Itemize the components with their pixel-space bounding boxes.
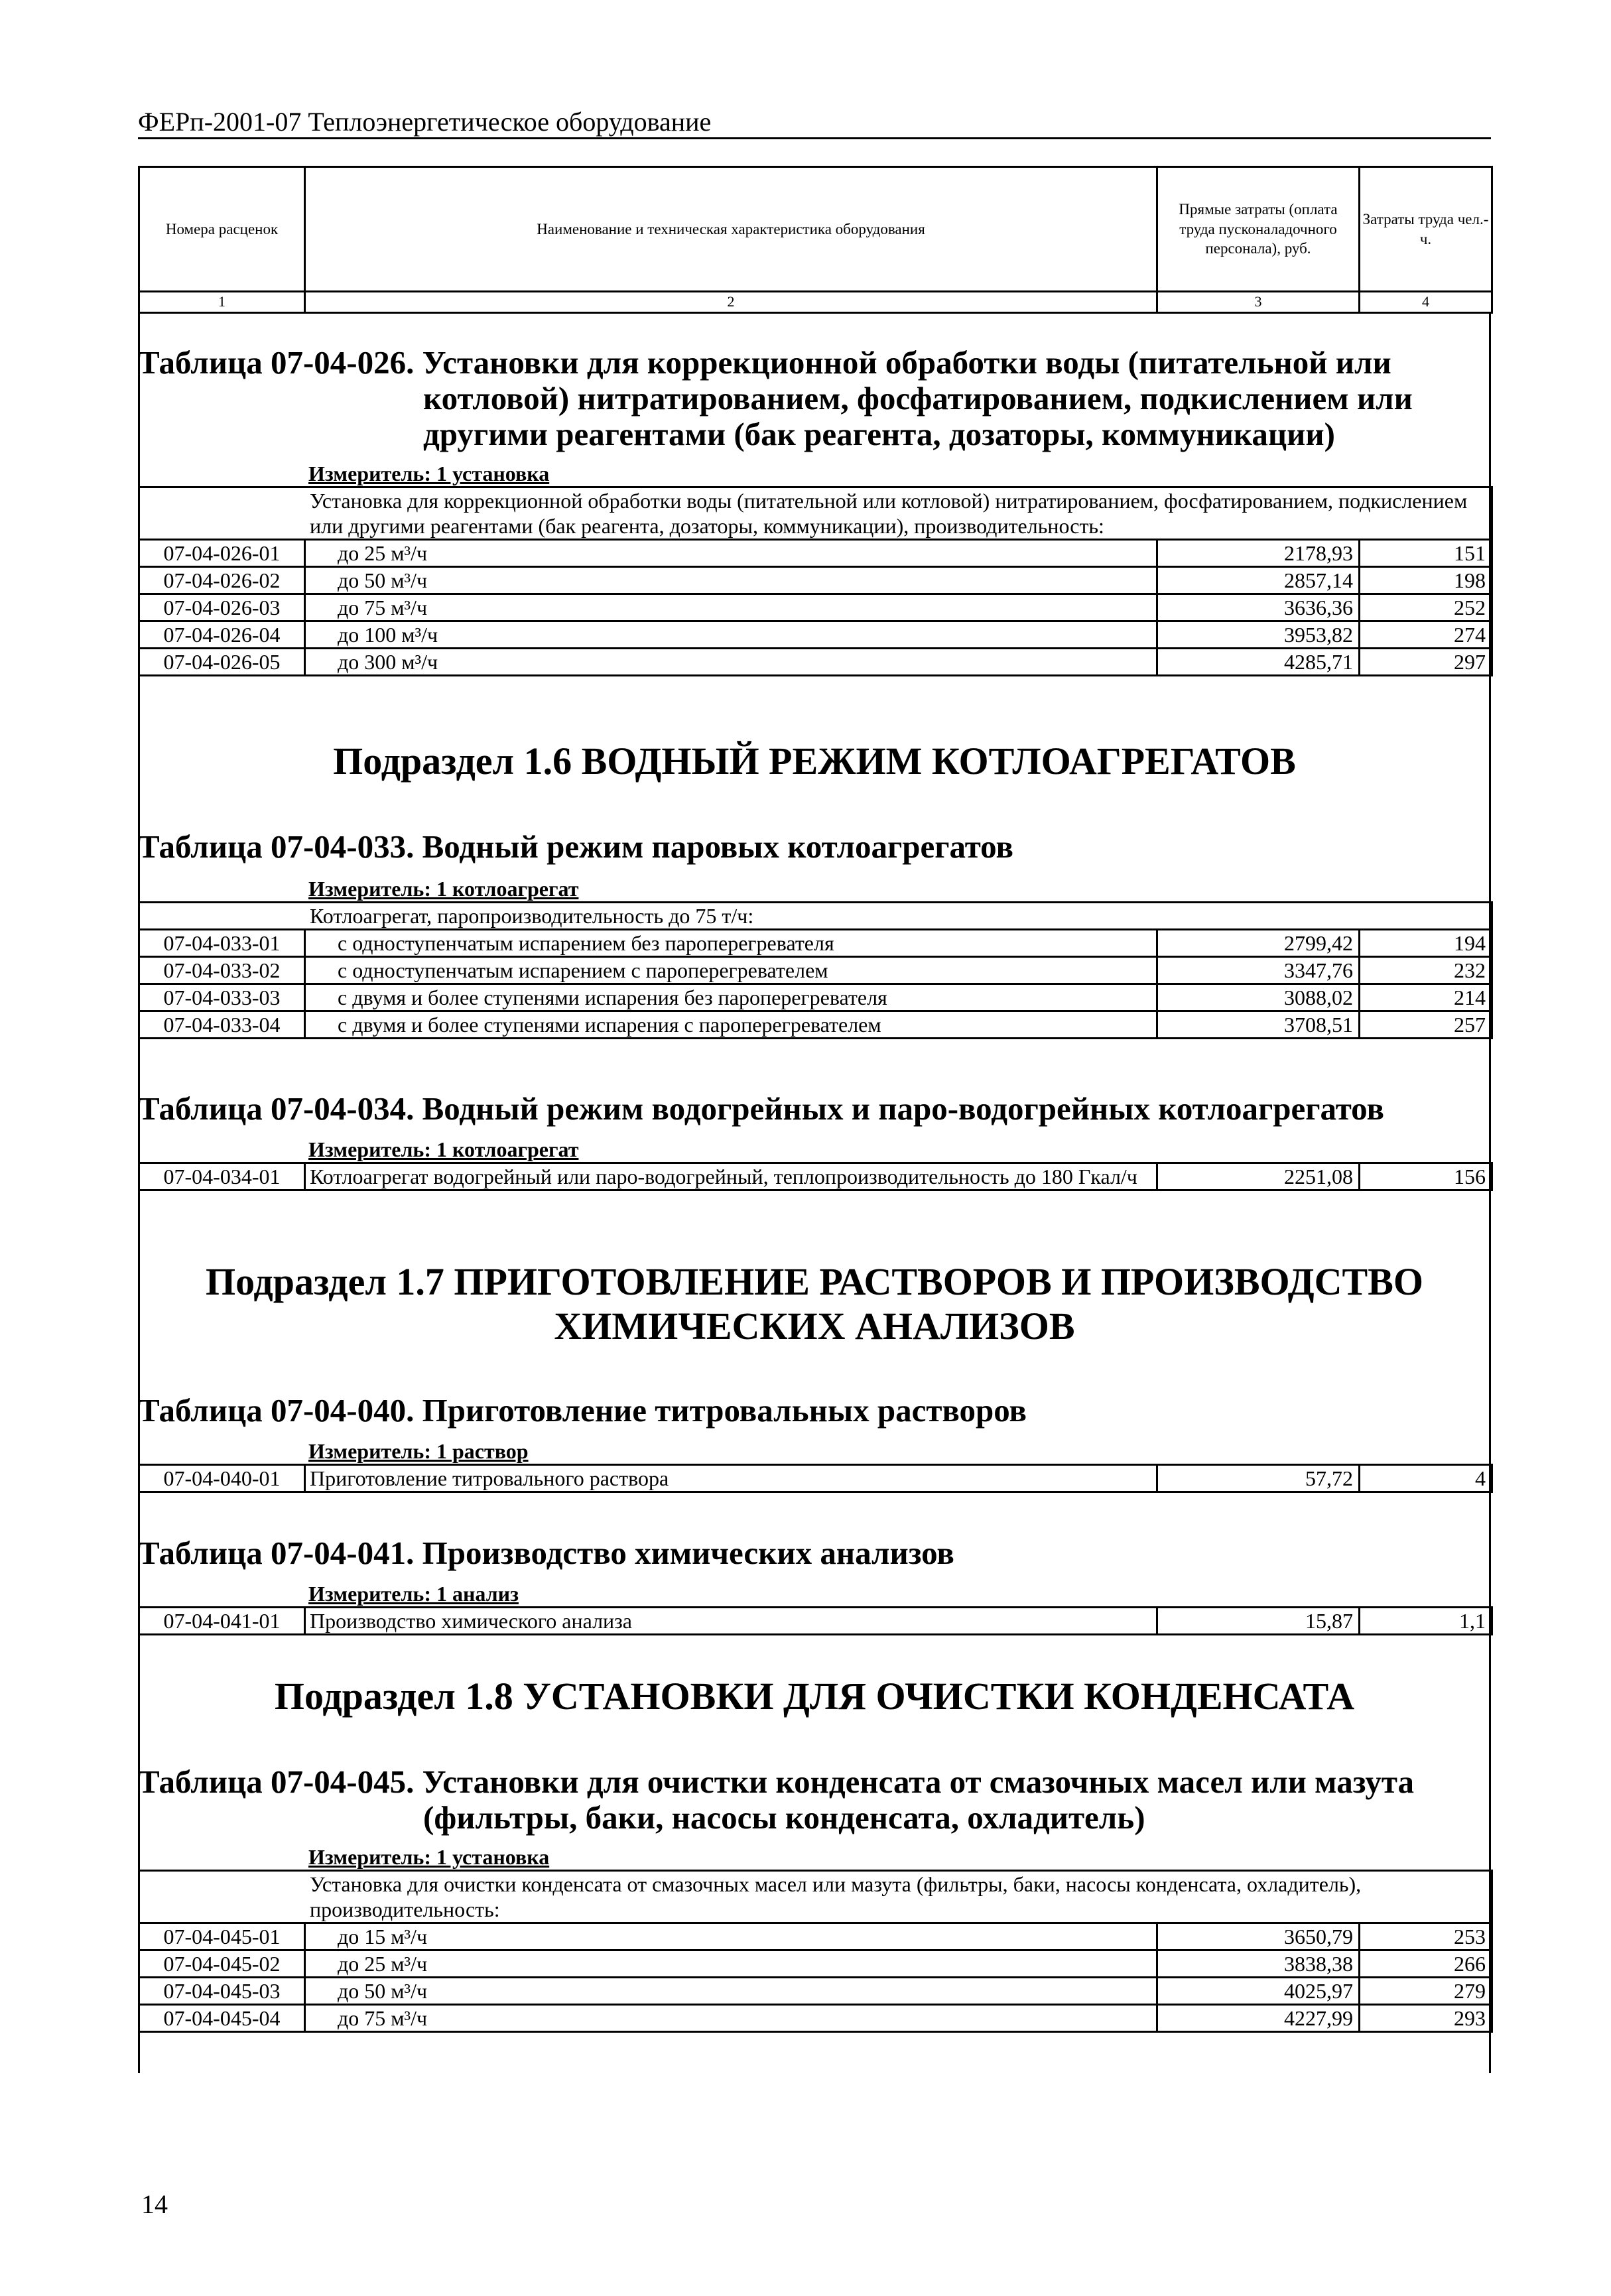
labor-cost: 297 — [1360, 648, 1492, 675]
labor-cost: 253 — [1360, 1923, 1492, 1950]
table-026-title: Таблица 07-04-026. Установки для коррекционной обработки воды (питательной или котловой) нитратированием, фосфатированием, подкислением или другими реагентами (бак реагента, дозаторы, коммуникации) — [138, 344, 1413, 452]
direct-cost: 15,87 — [1157, 1607, 1360, 1634]
labor-cost: 151 — [1360, 539, 1492, 566]
item-name: Котлоагрегат водогрейный или паро-водогрейный, теплопроизводительность до 180 Гкал/ч — [305, 1163, 1157, 1190]
table-row — [139, 1977, 1492, 2004]
rate-code: 07-04-045-04 — [139, 2004, 305, 2031]
labor-cost: 198 — [1360, 566, 1492, 594]
direct-cost: 3838,38 — [1157, 1950, 1360, 1977]
col-number-1: 1 — [139, 292, 305, 313]
table-row — [139, 1163, 1492, 1190]
direct-cost: 4227,99 — [1157, 2004, 1360, 2031]
item-name: до 100 м³/ч — [305, 621, 1157, 648]
direct-cost: 4025,97 — [1157, 1977, 1360, 2004]
table-040-title: Таблица 07-04-040. Приготовление титровальных растворов — [138, 1392, 1027, 1429]
rate-code: 07-04-033-01 — [139, 929, 305, 956]
item-name: до 300 м³/ч — [305, 648, 1157, 675]
labor-cost: 1,1 — [1360, 1607, 1492, 1634]
labor-cost: 257 — [1360, 1011, 1492, 1038]
direct-cost: 3650,79 — [1157, 1923, 1360, 1950]
labor-cost: 4 — [1360, 1464, 1492, 1492]
table-row — [139, 1464, 1492, 1492]
rate-code: 07-04-026-01 — [139, 539, 305, 566]
rate-code: 07-04-045-01 — [139, 1923, 305, 1950]
direct-cost: 3953,82 — [1157, 621, 1360, 648]
direct-cost: 2178,93 — [1157, 539, 1360, 566]
table-045 — [138, 1870, 1493, 2033]
direct-cost: 2857,14 — [1157, 566, 1360, 594]
rate-code: 07-04-033-04 — [139, 1011, 305, 1038]
table-row — [139, 1011, 1492, 1038]
rate-code: 07-04-026-04 — [139, 621, 305, 648]
col-number-3: 3 — [1157, 292, 1360, 313]
item-name: с одноступенчатым испарением с пароперегревателем — [305, 956, 1157, 984]
table-row — [139, 1923, 1492, 1950]
rate-code: 07-04-033-03 — [139, 984, 305, 1011]
rate-code: 07-04-033-02 — [139, 956, 305, 984]
labor-cost: 266 — [1360, 1950, 1492, 1977]
table-034-section — [138, 1091, 1491, 1191]
table-033-title: Таблица 07-04-033. Водный режим паровых котлоагрегатов — [138, 828, 1013, 865]
table-row — [139, 594, 1492, 621]
item-name: до 25 м³/ч — [305, 1950, 1157, 1977]
item-name: Приготовление титровального раствора — [305, 1464, 1157, 1492]
item-name: до 75 м³/ч — [305, 2004, 1157, 2031]
table-row — [139, 539, 1492, 566]
table-041-section — [138, 1535, 1491, 1635]
table-row — [139, 929, 1492, 956]
table-033-measure: Измеритель: 1 котлоагрегат — [308, 876, 579, 901]
rate-code: 07-04-045-02 — [139, 1950, 305, 1977]
rate-code: 07-04-041-01 — [139, 1607, 305, 1634]
labor-cost: 194 — [1360, 929, 1492, 956]
table-row — [139, 984, 1492, 1011]
labor-cost: 252 — [1360, 594, 1492, 621]
table-045-section — [138, 1764, 1491, 2033]
rate-code: 07-04-034-01 — [139, 1163, 305, 1190]
table-row — [139, 1950, 1492, 1977]
table-033-section — [138, 829, 1491, 1039]
table-026-intro: Установка для коррекционной обработки воды (питательной или котловой) нитратированием, фосфатированием, подкислением или другими реагентами (бак реагента, дозаторы, коммуникации), производительность: — [139, 487, 1492, 539]
table-row — [139, 566, 1492, 594]
direct-cost: 2251,08 — [1157, 1163, 1360, 1190]
table-040-measure: Измеритель: 1 раствор — [308, 1438, 529, 1463]
page-header: ФЕРп-2001-07 Теплоэнергетическое оборудование — [138, 107, 712, 137]
table-034-title: Таблица 07-04-034. Водный режим водогрейных и паро-водогрейных котлоагрегатов — [138, 1090, 1384, 1127]
table-034 — [138, 1162, 1493, 1191]
item-name: до 75 м³/ч — [305, 594, 1157, 621]
col-header-labor: Затраты труда чел.-ч. — [1360, 167, 1492, 292]
direct-cost: 3088,02 — [1157, 984, 1360, 1011]
table-026-measure: Измеритель: 1 установка — [308, 461, 550, 485]
direct-cost: 3708,51 — [1157, 1011, 1360, 1038]
rate-code: 07-04-026-03 — [139, 594, 305, 621]
direct-cost: 3347,76 — [1157, 956, 1360, 984]
rate-code: 07-04-040-01 — [139, 1464, 305, 1492]
labor-cost: 279 — [1360, 1977, 1492, 2004]
labor-cost: 293 — [1360, 2004, 1492, 2031]
item-name: с двумя и более ступенями испарения с пароперегревателем — [305, 1011, 1157, 1038]
col-header-codes: Номера расценок — [139, 167, 305, 292]
rate-code: 07-04-026-05 — [139, 648, 305, 675]
table-041-measure: Измеритель: 1 анализ — [308, 1581, 519, 1606]
page-number: 14 — [141, 2189, 168, 2219]
table-row — [139, 621, 1492, 648]
subsection-1-6-title: Подраздел 1.6 ВОДНЫЙ РЕЖИМ КОТЛОАГРЕГАТОВ — [333, 739, 1296, 783]
subsection-1-7-title: Подраздел 1.7 ПРИГОТОВЛЕНИЕ РАСТВОРОВ И ПРОИЗВОДСТВО ХИМИЧЕСКИХ АНАЛИЗОВ — [205, 1260, 1424, 1348]
labor-cost: 156 — [1360, 1163, 1492, 1190]
col-number-4: 4 — [1360, 292, 1492, 313]
table-045-measure: Измеритель: 1 установка — [308, 1844, 550, 1869]
labor-cost: 232 — [1360, 956, 1492, 984]
item-name: с одноступенчатым испарением без пароперегревателя — [305, 929, 1157, 956]
item-name: до 50 м³/ч — [305, 566, 1157, 594]
table-033 — [138, 901, 1493, 1039]
labor-cost: 214 — [1360, 984, 1492, 1011]
table-034-measure: Измеритель: 1 котлоагрегат — [308, 1137, 579, 1161]
labor-cost: 274 — [1360, 621, 1492, 648]
header-rule — [138, 137, 1491, 139]
table-row — [139, 2004, 1492, 2031]
table-033-intro: Котлоагрегат, паропроизводительность до 75 т/ч: — [139, 902, 1492, 929]
rate-code: 07-04-045-03 — [139, 1977, 305, 2004]
direct-cost: 4285,71 — [1157, 648, 1360, 675]
col-header-name: Наименование и техническая характеристика оборудования — [305, 167, 1157, 292]
table-041 — [138, 1606, 1493, 1635]
item-name: Производство химического анализа — [305, 1607, 1157, 1634]
table-026 — [138, 486, 1493, 676]
table-026-section — [138, 345, 1491, 676]
table-045-title: Таблица 07-04-045. Установки для очистки конденсата от смазочных масел или мазута (фильтры, баки, насосы конденсата, охладитель) — [138, 1763, 1415, 1836]
table-045-intro: Установка для очистки конденсата от смазочных масел или мазута (фильтры, баки, насосы конденсата, охладитель), производительность: — [139, 1870, 1492, 1923]
table-row — [139, 1607, 1492, 1634]
item-name: с двумя и более ступенями испарения без пароперегревателя — [305, 984, 1157, 1011]
subsection-1-8-title: Подраздел 1.8 УСТАНОВКИ ДЛЯ ОЧИСТКИ КОНДЕНСАТА — [274, 1675, 1355, 1718]
column-header-table — [138, 166, 1491, 312]
table-row — [139, 648, 1492, 675]
item-name: до 25 м³/ч — [305, 539, 1157, 566]
direct-cost: 57,72 — [1157, 1464, 1360, 1492]
table-040-section — [138, 1393, 1491, 1493]
col-header-cost: Прямые затраты (оплата труда пусконаладочного персонала), руб. — [1157, 167, 1360, 292]
item-name: до 50 м³/ч — [305, 1977, 1157, 2004]
table-040 — [138, 1464, 1493, 1493]
table-041-title: Таблица 07-04-041. Производство химических анализов — [138, 1535, 954, 1571]
table-row — [139, 956, 1492, 984]
direct-cost: 2799,42 — [1157, 929, 1360, 956]
direct-cost: 3636,36 — [1157, 594, 1360, 621]
item-name: до 15 м³/ч — [305, 1923, 1157, 1950]
rate-code: 07-04-026-02 — [139, 566, 305, 594]
col-number-2: 2 — [305, 292, 1157, 313]
